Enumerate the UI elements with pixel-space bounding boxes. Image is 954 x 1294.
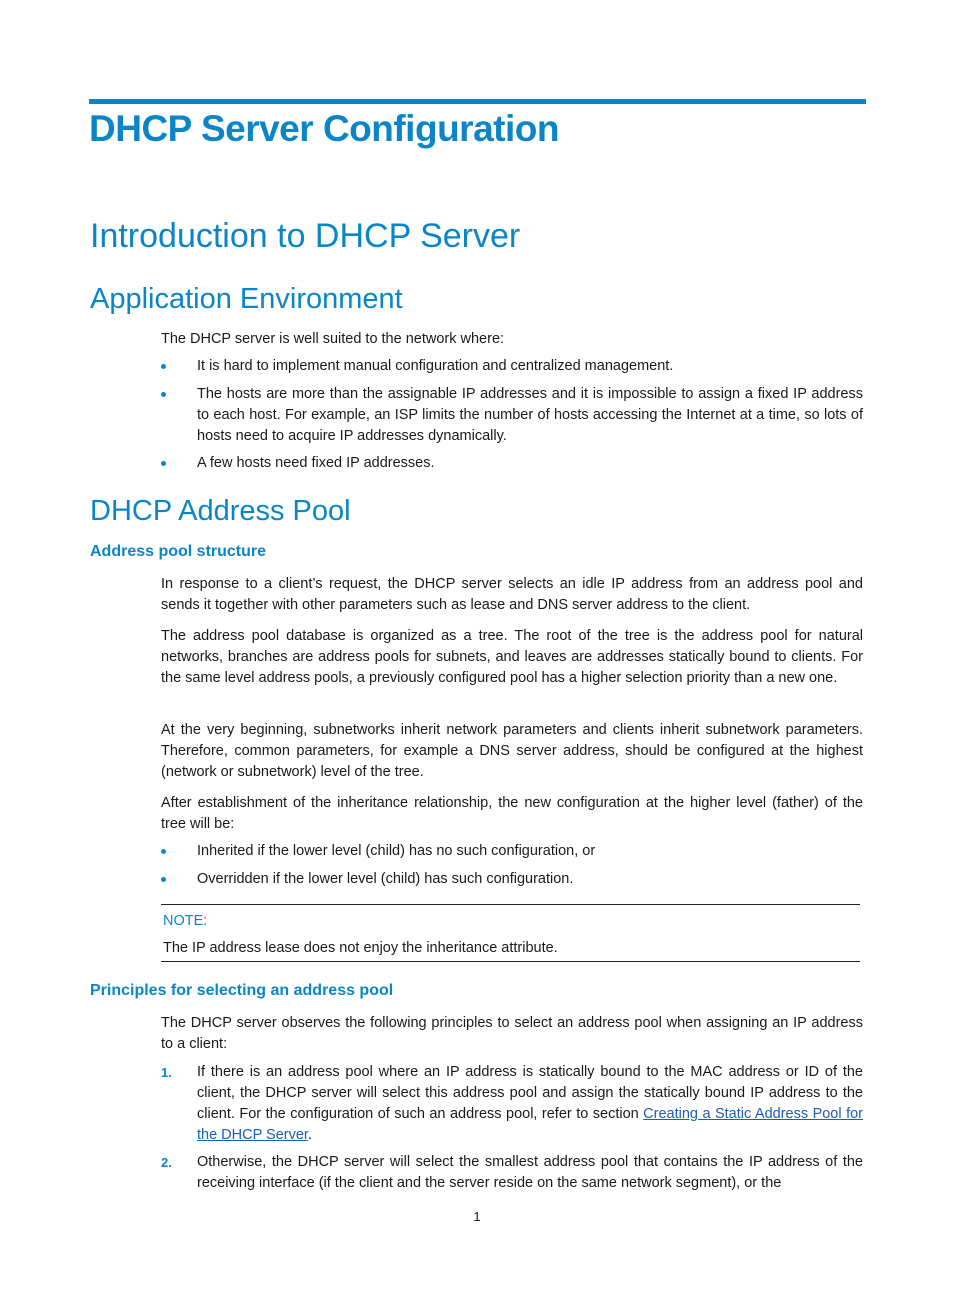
paragraph: In response to a client’s request, the DHCP server selects an idle IP address from an address pool and sends it together with other parameters such as lease and DNS server address to the client. bbox=[161, 576, 863, 613]
note-label: NOTE: bbox=[163, 913, 208, 929]
app-env-intro: The DHCP server is well suited to the network where: bbox=[161, 331, 505, 347]
bullet-icon bbox=[161, 877, 166, 882]
list-item: The hosts are more than the assignable IP addresses and it is impossible to assign a fixed IP address to each host. For example, an ISP limits the number of hosts accessing the Internet at a time, so lots of hosts need to acquire IP addresses dynamically. bbox=[161, 384, 863, 447]
note-box bbox=[161, 904, 860, 962]
list-item: 1. If there is an address pool where an IP address is statically bound to the MAC address or ID of the client, the DHCP server will select this address pool and assign the statically bound IP address to the client. For the configuration of such an address pool, refer to section Creating a Static Address Pool for the DHCP Server. bbox=[161, 1064, 863, 1143]
principles-intro: The DHCP server observes the following principles to select an address pool when assigning an IP address to a client: bbox=[161, 1015, 863, 1052]
creating-static-pool-link[interactable]: Creating a Static Address Pool for the DHCP Server bbox=[197, 1106, 863, 1143]
paragraph: The address pool database is organized as a tree. The root of the tree is the address pool for natural networks, branches are address pools for subnets, and leaves are addresses statically bound to clients. For the same level address pools, a previously configured pool has a higher selection priority than a new one. bbox=[161, 628, 863, 686]
note-text: The IP address lease does not enjoy the inheritance attribute. bbox=[163, 940, 558, 956]
paragraph: At the very beginning, subnetworks inherit network parameters and clients inherit subnetwork parameters. Therefore, common parameters, for example a DNS server address, should be configured at the highest (network or subnetwork) level of the tree. bbox=[161, 722, 863, 780]
page-number: 1 bbox=[473, 1209, 481, 1224]
heading-dhcp-address-pool: DHCP Address Pool bbox=[90, 495, 351, 527]
chapter-title: DHCP Server Configuration bbox=[89, 108, 559, 149]
heading-address-pool-structure: Address pool structure bbox=[90, 543, 267, 560]
list-item: A few hosts need fixed IP addresses. bbox=[161, 453, 863, 474]
paragraph: After establishment of the inheritance relationship, the new configuration at the higher level (father) of the tree will be: bbox=[161, 795, 863, 832]
heading-principles: Principles for selecting an address pool bbox=[90, 982, 394, 999]
bullet-icon bbox=[161, 364, 166, 369]
list-item: Overridden if the lower level (child) has such configuration. bbox=[161, 869, 863, 890]
list-item: It is hard to implement manual configuration and centralized management. bbox=[161, 356, 863, 377]
step-number: 2. bbox=[161, 1155, 172, 1170]
heading-application-environment: Application Environment bbox=[90, 283, 403, 315]
list-item: Inherited if the lower level (child) has no such configuration, or bbox=[161, 841, 863, 862]
bullet-icon bbox=[161, 849, 166, 854]
bullet-icon bbox=[161, 392, 166, 397]
bullet-icon bbox=[161, 461, 166, 466]
step-number: 1. bbox=[161, 1065, 172, 1080]
chapter-rule bbox=[89, 99, 866, 104]
section-title: Introduction to DHCP Server bbox=[90, 217, 521, 255]
list-item: 2. Otherwise, the DHCP server will select the smallest address pool that contains the IP address of the receiving interface (if the client and the server reside on the same network segment), or the bbox=[161, 1154, 863, 1191]
